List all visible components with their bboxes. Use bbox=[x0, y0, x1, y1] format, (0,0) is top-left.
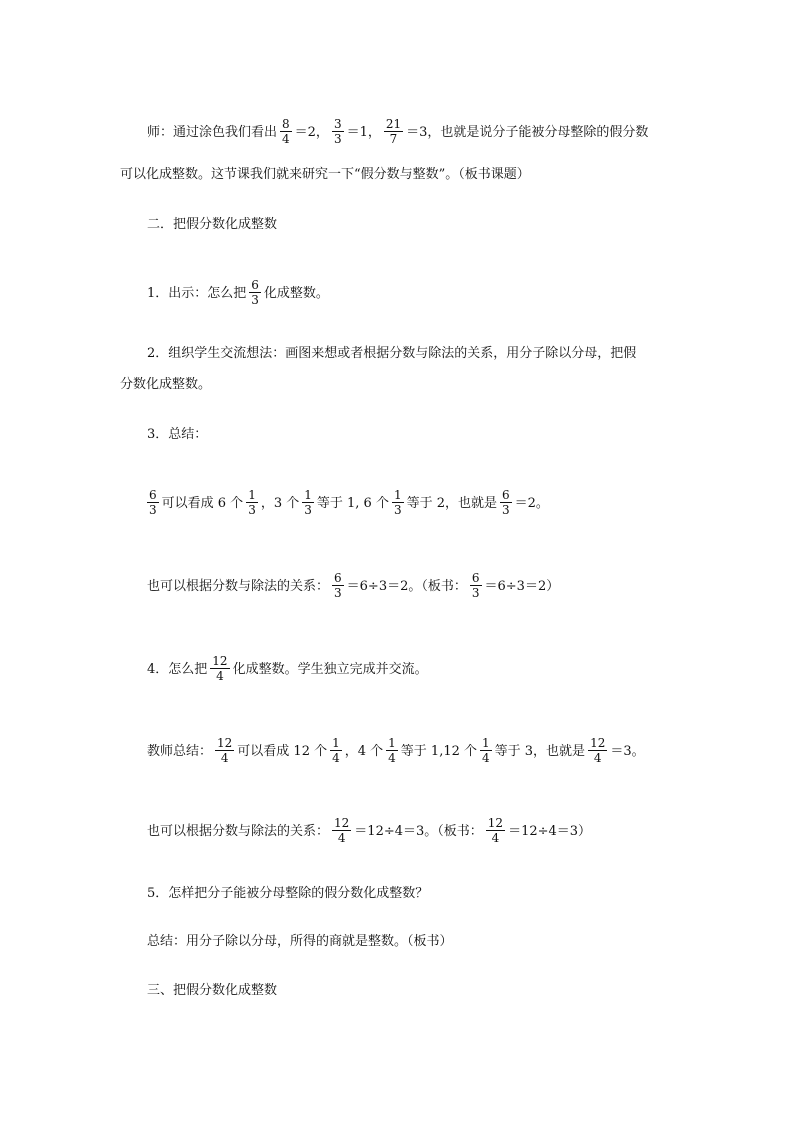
relation-2-text-a: 也可以根据分数与除法的关系： bbox=[147, 824, 330, 839]
step-4-text-a: 4．怎么把 bbox=[147, 662, 208, 677]
conclusion: 总结：用分子除以分母，所得的商就是整数。（板书） bbox=[147, 934, 453, 949]
fraction-1-4: $\frac{1}{4}$ bbox=[482, 736, 490, 765]
fraction-6-3: $\frac{6}{3}$ bbox=[149, 488, 157, 517]
fraction-12-4: $\frac{12}{4}$ bbox=[217, 736, 233, 765]
fraction-12-4: $\frac{12}{4}$ bbox=[590, 736, 606, 765]
summary-2-text-g: ＝3。 bbox=[610, 744, 645, 759]
relation-2-text-b: ＝12÷4＝3。（板书： bbox=[354, 824, 483, 839]
fraction-21-7: $\frac{21}{7}$ bbox=[385, 117, 402, 146]
summary-1-text-c: 等于 1, 6 个 bbox=[316, 496, 389, 511]
fraction-1-3: $\frac{1}{3}$ bbox=[248, 488, 256, 517]
step-2-line-2: 分数化成整数。 bbox=[120, 377, 212, 392]
step-4-text-b: 化成整数。学生独立完成并交流。 bbox=[232, 662, 428, 677]
fraction-12-4: $\frac{12}{4}$ bbox=[212, 654, 228, 683]
relation-1-text-b: ＝6÷3＝2。（板书： bbox=[346, 579, 467, 594]
summary-2-text-b: 可以看成 12 个 bbox=[237, 744, 328, 759]
intro-text-c: ＝1， bbox=[346, 125, 381, 140]
relation-1 bbox=[147, 572, 559, 601]
summary-1-text-d: 等于 2，也就是 bbox=[406, 496, 497, 511]
summary-2-text-c: ，4 个 bbox=[344, 744, 384, 759]
intro-line-1 bbox=[147, 118, 648, 147]
summary-2-text-d: 等于 1,12 个 bbox=[400, 744, 478, 759]
summary-1-text-b: ，3 个 bbox=[260, 496, 300, 511]
intro-text-a: 师：通过涂色我们看出 bbox=[147, 125, 278, 140]
fraction-6-3: $\frac{6}{3}$ bbox=[251, 278, 259, 307]
summary-1 bbox=[144, 489, 549, 518]
intro-text-b: ＝2， bbox=[294, 125, 329, 140]
summary-1-text-e: ＝2。 bbox=[514, 496, 549, 511]
fraction-1-4: $\frac{1}{4}$ bbox=[332, 736, 340, 765]
fraction-12-4: $\frac{12}{4}$ bbox=[487, 816, 504, 845]
step-1 bbox=[147, 279, 329, 308]
fraction-6-3: $\frac{6}{3}$ bbox=[502, 488, 510, 517]
step-1-text-b: 化成整数。 bbox=[263, 286, 329, 301]
section-heading-3: 三、把假分数化成整数 bbox=[147, 983, 278, 998]
fraction-3-3: $\frac{3}{3}$ bbox=[333, 117, 342, 146]
fraction-6-3: $\frac{6}{3}$ bbox=[471, 571, 480, 600]
intro-text-d: ＝3，也就是说分子能被分母整除的假分数 bbox=[406, 125, 649, 140]
summary-2 bbox=[147, 737, 645, 766]
intro-line-2: 可以化成整数。这节课我们就来研究一下“假分数与整数”。（板书课题） bbox=[120, 167, 530, 182]
step-3: 3．总结： bbox=[147, 427, 208, 442]
fraction-1-3: $\frac{1}{3}$ bbox=[393, 488, 402, 517]
relation-1-text-c: ＝6÷3＝2） bbox=[484, 579, 560, 594]
section-heading-2: 二．把假分数化成整数 bbox=[147, 217, 278, 232]
fraction-12-4: $\frac{12}{4}$ bbox=[334, 816, 350, 845]
relation-2-text-c: ＝12÷4＝3） bbox=[508, 824, 592, 839]
step-5: 5．怎样把分子能被分母整除的假分数化成整数？ bbox=[147, 886, 429, 901]
fraction-1-3: $\frac{1}{3}$ bbox=[304, 488, 312, 517]
step-1-text-a: 1．出示：怎么把 bbox=[147, 286, 247, 301]
summary-2-text-e: 等于 3，也就是 bbox=[494, 744, 586, 759]
relation-1-text-a: 也可以根据分数与除法的关系： bbox=[147, 579, 330, 594]
summary-1-text-a: 可以看成 6 个 bbox=[161, 496, 244, 511]
step-2-line-1: 2．组织学生交流想法：画图来想或者根据分数与除法的关系，用分子除以分母，把假 bbox=[147, 346, 637, 361]
summary-2-text-a: 教师总结： bbox=[147, 744, 213, 759]
fraction-6-3: $\frac{6}{3}$ bbox=[334, 571, 342, 600]
fraction-8-4: $\frac{8}{4}$ bbox=[282, 117, 290, 146]
fraction-1-4: $\frac{1}{4}$ bbox=[388, 736, 396, 765]
relation-2 bbox=[147, 817, 591, 846]
step-4 bbox=[147, 655, 428, 684]
